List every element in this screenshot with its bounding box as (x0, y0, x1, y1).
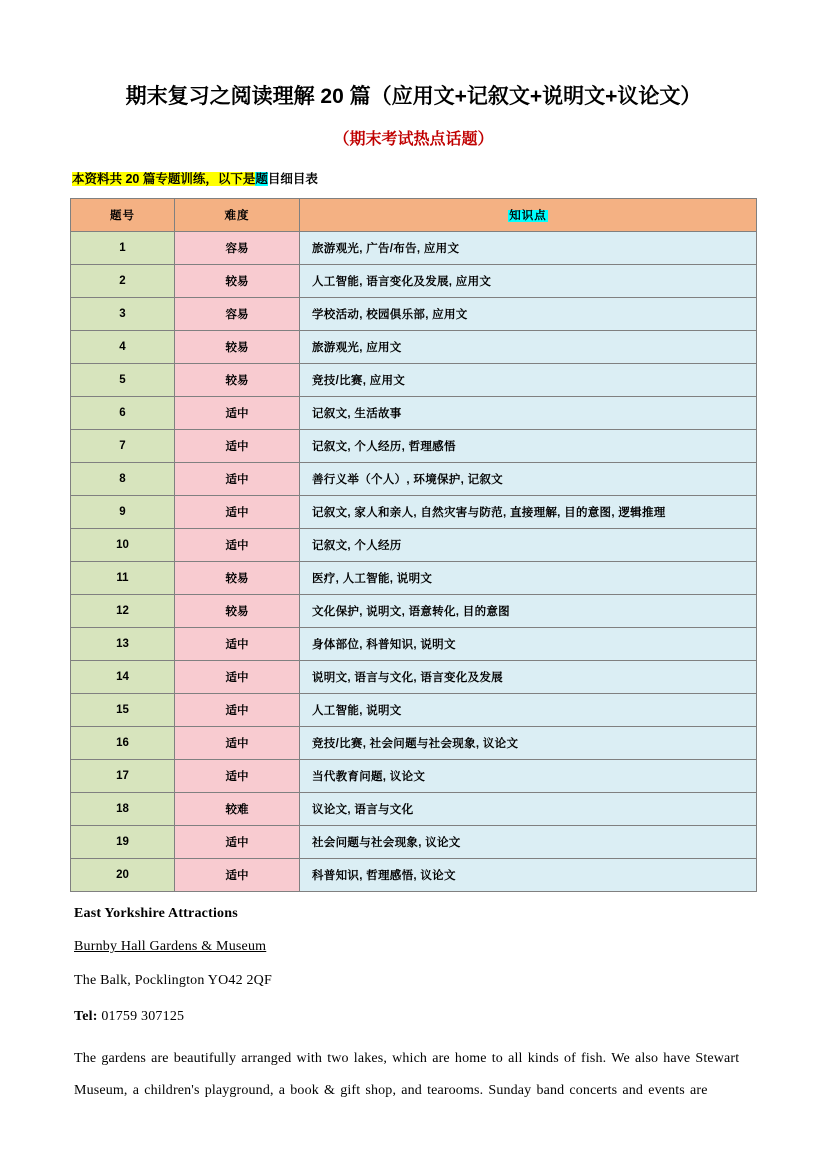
cell-difficulty: 适中 (175, 826, 300, 859)
table-row (71, 826, 757, 859)
cell-topic: 记叙文, 生活故事 (300, 397, 757, 430)
resource-note (72, 169, 318, 187)
cell-number: 1 (71, 232, 175, 265)
cell-topic: 学校活动, 校园俱乐部, 应用文 (300, 298, 757, 331)
note-tail-text: 目细目表 (267, 172, 318, 187)
table-row (71, 265, 757, 298)
cell-number: 13 (71, 628, 175, 661)
passage-place-name: Burnby Hall Gardens & Museum (74, 939, 267, 955)
cell-difficulty: 较易 (175, 562, 300, 595)
table-row (71, 727, 757, 760)
telephone-label: Tel: (74, 1009, 98, 1025)
cell-difficulty: 适中 (175, 694, 300, 727)
telephone-number: 01759 307125 (101, 1009, 185, 1025)
cell-number: 18 (71, 793, 175, 826)
cell-number: 8 (71, 463, 175, 496)
cell-number: 12 (71, 595, 175, 628)
passage-body-line-2: Museum, a children's playground, a book & gift shop, and tearooms. Sunday band concerts and events are (74, 1083, 708, 1099)
cell-number: 2 (71, 265, 175, 298)
table-row (71, 232, 757, 265)
cell-difficulty: 适中 (175, 463, 300, 496)
table-row (71, 430, 757, 463)
cell-difficulty: 适中 (175, 397, 300, 430)
reading-passage (70, 906, 757, 1107)
cell-difficulty: 容易 (175, 298, 300, 331)
table-row (71, 496, 757, 529)
table-row (71, 859, 757, 892)
cell-difficulty: 较易 (175, 265, 300, 298)
table-row (71, 397, 757, 430)
cell-topic: 当代教育问题, 议论文 (300, 760, 757, 793)
note-row (70, 149, 757, 188)
cell-topic: 科普知识, 哲理感悟, 议论文 (300, 859, 757, 892)
cell-difficulty: 较难 (175, 793, 300, 826)
note-highlighted-char: 题 (255, 172, 268, 187)
table-row (71, 331, 757, 364)
page-subtitle: （期末考试热点话题） (333, 131, 494, 149)
passage-body-line-1: The gardens are beautifully arranged with two lakes, which are home to all kinds of fish. We also have Stewart (74, 1051, 740, 1067)
cell-number: 11 (71, 562, 175, 595)
table-row (71, 364, 757, 397)
cell-topic: 文化保护, 说明文, 语意转化, 目的意图 (300, 595, 757, 628)
cell-difficulty: 适中 (175, 628, 300, 661)
cell-topic: 说明文, 语言与文化, 语言变化及发展 (300, 661, 757, 694)
cell-topic: 旅游观光, 广告/布告, 应用文 (300, 232, 757, 265)
cell-topic: 善行义举（个人）, 环境保护, 记叙文 (300, 463, 757, 496)
column-header-difficulty: 难度 (175, 199, 300, 232)
cell-topic: 记叙文, 家人和亲人, 自然灾害与防范, 直接理解, 目的意图, 逻辑推理 (300, 496, 757, 529)
table-row (71, 760, 757, 793)
cell-topic: 医疗, 人工智能, 说明文 (300, 562, 757, 595)
cell-number: 19 (71, 826, 175, 859)
cell-number: 9 (71, 496, 175, 529)
cell-topic: 竞技/比赛, 应用文 (300, 364, 757, 397)
cell-number: 7 (71, 430, 175, 463)
cell-number: 10 (71, 529, 175, 562)
cell-difficulty: 较易 (175, 331, 300, 364)
cell-difficulty: 适中 (175, 760, 300, 793)
passage-body (74, 1043, 757, 1107)
cell-difficulty: 较易 (175, 364, 300, 397)
cell-number: 3 (71, 298, 175, 331)
column-header-number: 题号 (71, 199, 175, 232)
cell-difficulty: 容易 (175, 232, 300, 265)
cell-topic: 记叙文, 个人经历, 哲理感悟 (300, 430, 757, 463)
cell-topic: 议论文, 语言与文化 (300, 793, 757, 826)
table-row (71, 595, 757, 628)
table-row (71, 694, 757, 727)
cell-difficulty: 适中 (175, 727, 300, 760)
cell-difficulty: 适中 (175, 529, 300, 562)
table-row (71, 298, 757, 331)
cell-difficulty: 适中 (175, 496, 300, 529)
cell-topic: 身体部位, 科普知识, 说明文 (300, 628, 757, 661)
cell-topic: 竞技/比赛, 社会问题与社会现象, 议论文 (300, 727, 757, 760)
passage-telephone (74, 1006, 757, 1027)
table-row (71, 628, 757, 661)
cell-topic: 人工智能, 说明文 (300, 694, 757, 727)
cell-topic: 旅游观光, 应用文 (300, 331, 757, 364)
cell-topic: 社会问题与社会现象, 议论文 (300, 826, 757, 859)
cell-number: 5 (71, 364, 175, 397)
note-highlighted-text: 本资料共 20 篇专题训练，以下是 (72, 172, 256, 187)
cell-difficulty: 适中 (175, 430, 300, 463)
column-header-knowledge-point: 知识点 (300, 199, 757, 232)
cell-number: 15 (71, 694, 175, 727)
table-of-contents (70, 198, 757, 892)
cell-difficulty: 适中 (175, 661, 300, 694)
table-row (71, 529, 757, 562)
cell-number: 16 (71, 727, 175, 760)
table-row (71, 463, 757, 496)
cell-number: 17 (71, 760, 175, 793)
cell-difficulty: 适中 (175, 859, 300, 892)
passage-heading: East Yorkshire Attractions (74, 906, 238, 922)
cell-topic: 记叙文, 个人经历 (300, 529, 757, 562)
page-title: 期末复习之阅读理解 20 篇（应用文+记叙文+说明文+议论文） (125, 85, 702, 108)
cell-difficulty: 较易 (175, 595, 300, 628)
cell-topic: 人工智能, 语言变化及发展, 应用文 (300, 265, 757, 298)
table-row (71, 562, 757, 595)
cell-number: 20 (71, 859, 175, 892)
cell-number: 4 (71, 331, 175, 364)
table-header-row (71, 199, 757, 232)
cell-number: 6 (71, 397, 175, 430)
table-row (71, 661, 757, 694)
cell-number: 14 (71, 661, 175, 694)
table-row (71, 793, 757, 826)
passage-address: The Balk, Pocklington YO42 2QF (74, 973, 272, 989)
